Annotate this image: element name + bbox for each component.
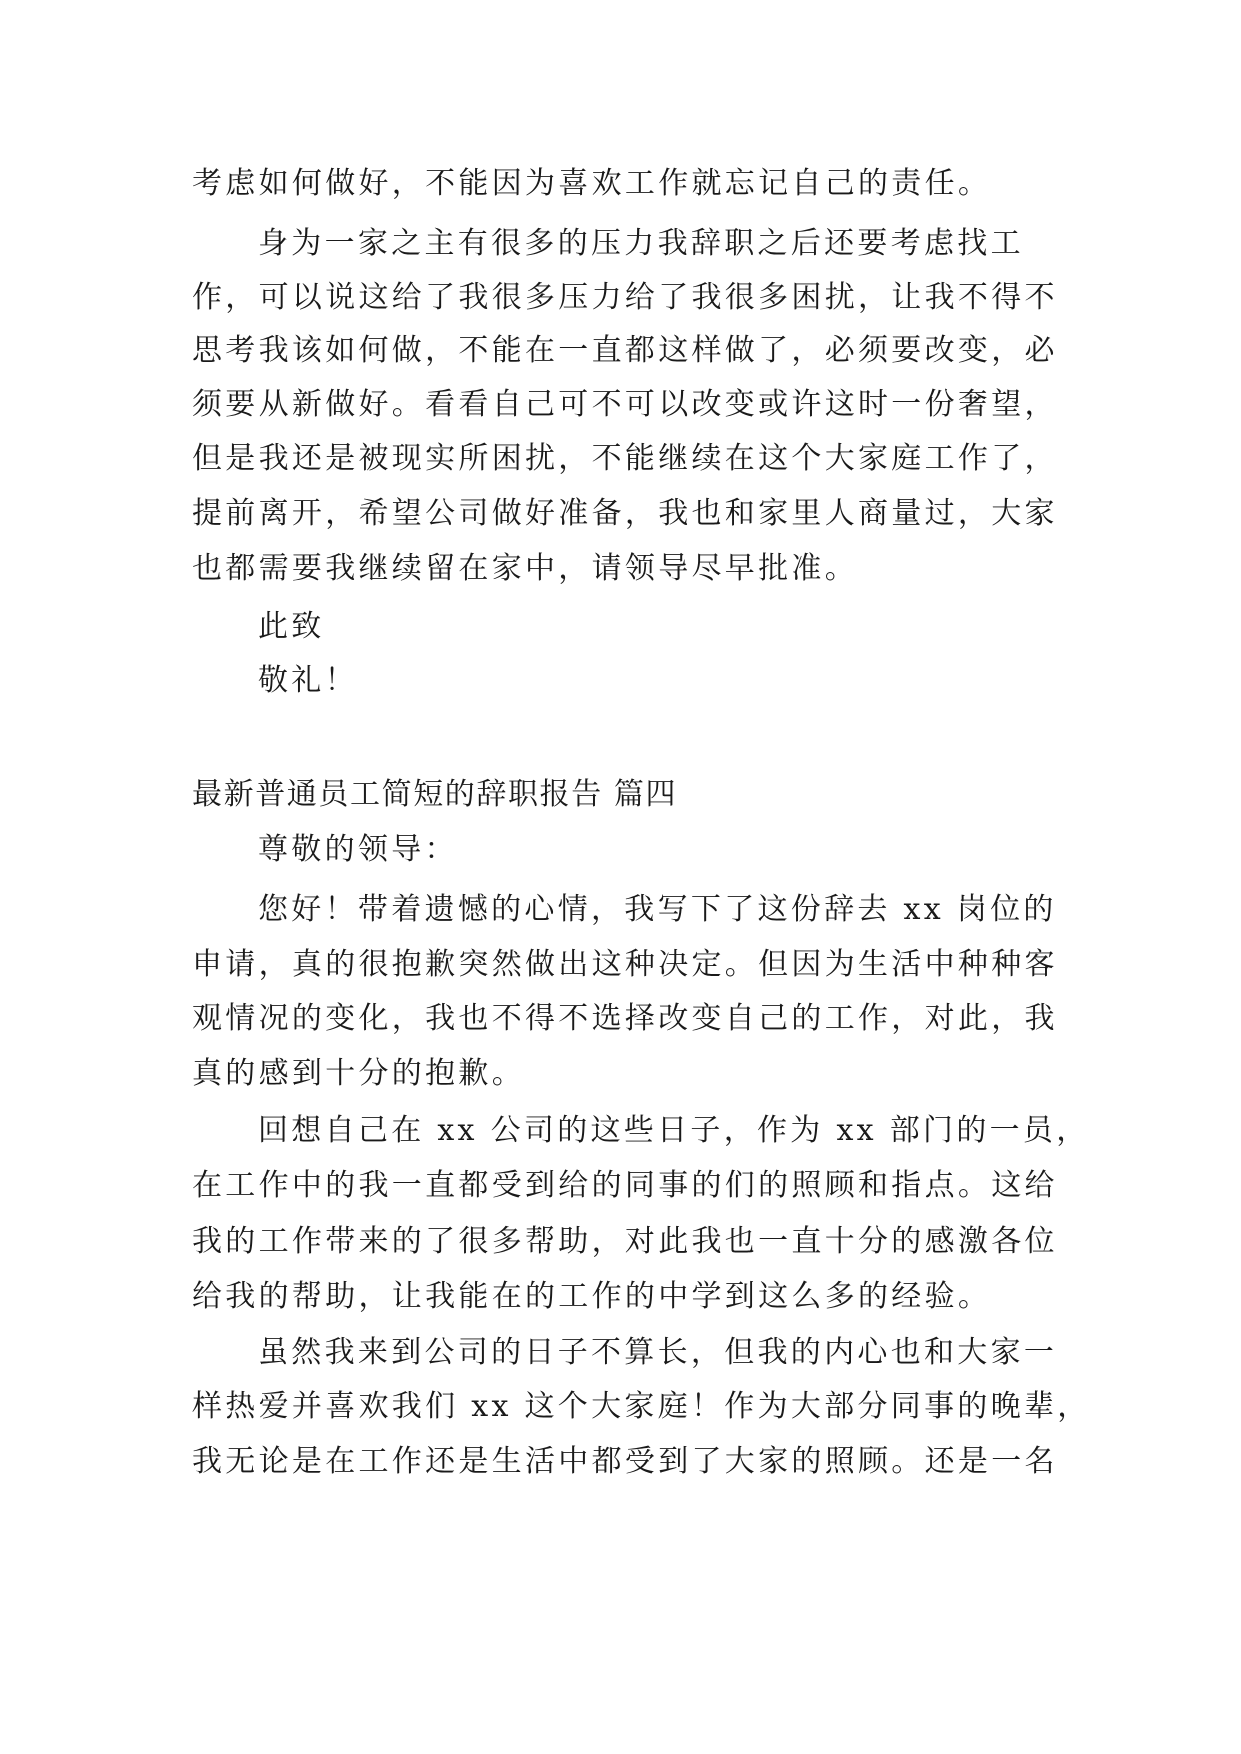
text-line: 思考我该如何做，不能在一直都这样做了，必须要改变，必	[192, 333, 1058, 368]
text-line: 申请，真的很抱歉突然做出这种决定。但因为生活中种种客	[192, 947, 1058, 982]
text-line: 我的工作带来的了很多帮助，对此我也一直十分的感激各位	[192, 1224, 1058, 1259]
section-title: 最新普通员工简短的辞职报告 篇四	[192, 777, 678, 812]
closing-jingli: 敬礼！	[258, 663, 358, 698]
paragraph-first-line: 虽然我来到公司的日子不算长，但我的内心也和大家一	[258, 1335, 1058, 1370]
text-line: 样热爱并喜欢我们 xx 这个大家庭！作为大部分同事的晚辈，	[192, 1389, 1091, 1424]
paragraph-first-line: 您好！带着遗憾的心情，我写下了这份辞去 xx 岗位的	[258, 892, 1057, 927]
text-line: 作，可以说这给了我很多压力给了我很多困扰，让我不得不	[192, 280, 1058, 315]
text-line: 我无论是在工作还是生活中都受到了大家的照顾。还是一名	[192, 1444, 1058, 1479]
text-line: 真的感到十分的抱歉。	[192, 1056, 525, 1091]
closing-cizhi: 此致	[258, 609, 325, 644]
paragraph-first-line: 身为一家之主有很多的压力我辞职之后还要考虑找工	[258, 226, 1024, 261]
text-line: 在工作中的我一直都受到给的同事的们的照顾和指点。这给	[192, 1168, 1058, 1203]
text-line: 给我的帮助，让我能在的工作的中学到这么多的经验。	[192, 1279, 992, 1314]
text-line: 但是我还是被现实所困扰，不能继续在这个大家庭工作了，	[192, 441, 1058, 476]
text-line: 须要从新做好。看看自己可不可以改变或许这时一份奢望，	[192, 387, 1058, 422]
paragraph-first-line: 回想自己在 xx 公司的这些日子，作为 xx 部门的一员，	[258, 1113, 1090, 1148]
text-line: 也都需要我继续留在家中，请领导尽早批准。	[192, 551, 858, 586]
text-line: 提前离开，希望公司做好准备，我也和家里人商量过，大家	[192, 496, 1058, 531]
salutation: 尊敬的领导：	[258, 832, 458, 867]
text-line: 考虑如何做好，不能因为喜欢工作就忘记自己的责任。	[192, 166, 992, 201]
text-line: 观情况的变化，我也不得不选择改变自己的工作，对此，我	[192, 1001, 1058, 1036]
